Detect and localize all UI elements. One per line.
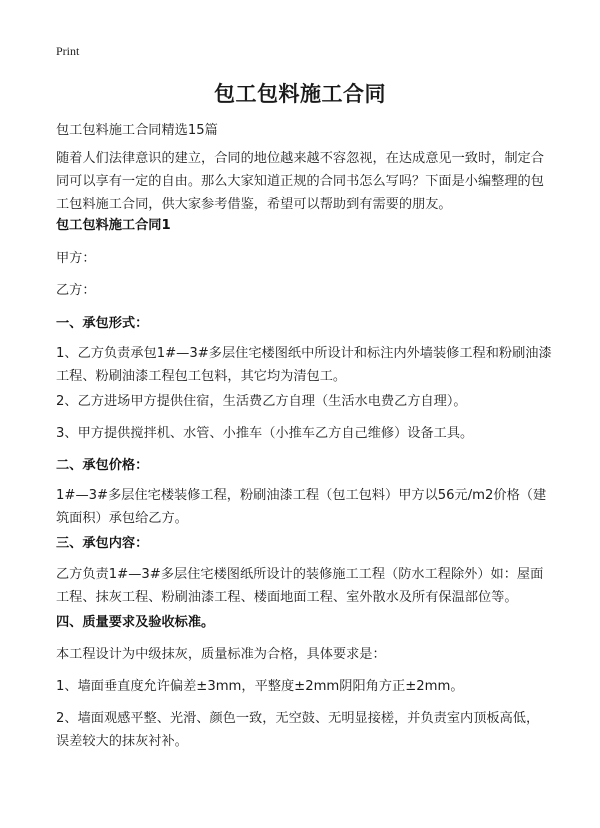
section-1-heading: 一、承包形式：	[56, 316, 149, 331]
intro-paragraph: 随着人们法律意识的建立，合同的地位越来越不容忽视，在达成意见一致时，制定合同可以享有一定的自由。那么大家知道正规的合同书怎么写吗？下面是小编整理的包工包料施工合同，供大家参考借鉴，希望可以帮助到有需要的朋友。	[56, 151, 544, 212]
document-subtitle: 包工包料施工合同精选15篇	[56, 123, 218, 138]
section-2-heading: 二、承包价格：	[56, 458, 149, 473]
contract-heading: 包工包料施工合同1	[56, 218, 171, 233]
section-1-item-1: 1、乙方负责承包1#—3#多层住宅楼图纸中所设计和标注内外墙装修工程和粉刷油漆工程、粉刷油漆工程包工包料，其它均为清包工。	[56, 346, 552, 384]
section-4-item-1: 1、墙面垂直度允许偏差±3mm，平整度±2mm阴阳角方正±2mm。	[56, 679, 464, 694]
section-4-item-2: 2、墙面观感平整、光滑、颜色一致，无空鼓、无明显接槎，并负责室内顶板高低，误差较大的抹灰衬补。	[56, 711, 540, 749]
section-2-text: 1#—3#多层住宅楼装修工程，粉刷油漆工程（包工包料）甲方以56元/m2价格（建筑面积）承包给乙方。	[56, 488, 547, 526]
print-link[interactable]: Print	[56, 44, 80, 58]
document-title: 包工包料施工合同	[214, 82, 386, 106]
section-1-item-3: 3、甲方提供搅拌机、水管、小推车（小推车乙方自己维修）设备工具。	[56, 426, 474, 441]
section-1-item-2: 2、乙方进场甲方提供住宿，生活费乙方自理（生活水电费乙方自理）。	[56, 394, 467, 409]
section-3-text: 乙方负责1#—3#多层住宅楼图纸所设计的装修施工工程（防水工程除外）如：屋面工程、抹灰工程、粉刷油漆工程、楼面地面工程、室外散水及所有保温部位等。	[56, 567, 544, 605]
section-4-text: 本工程设计为中级抹灰，质量标准为合格，具体要求是：	[56, 647, 386, 662]
section-4-heading: 四、质量要求及验收标准。	[56, 615, 215, 630]
party-b-label: 乙方：	[56, 283, 96, 298]
section-3-heading: 三、承包内容：	[56, 536, 149, 551]
party-a-label: 甲方：	[56, 251, 96, 266]
